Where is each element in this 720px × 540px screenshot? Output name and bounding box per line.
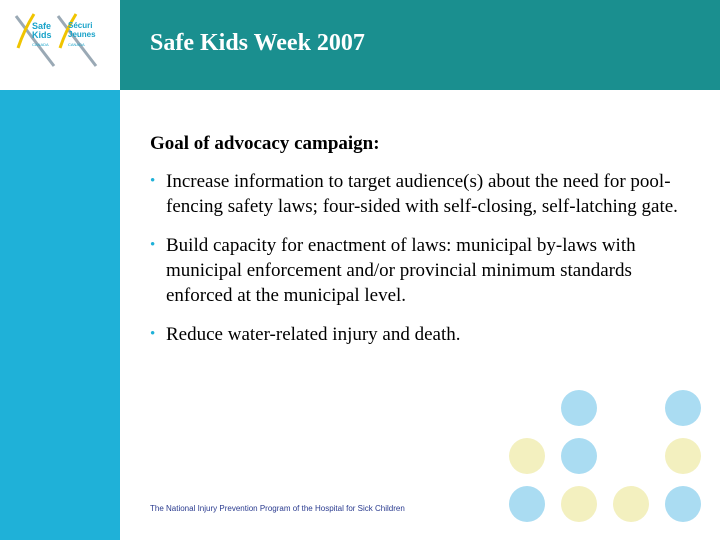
decorative-dot	[665, 486, 701, 522]
logo-text-safe: Safe	[32, 21, 52, 31]
decorative-dot	[561, 486, 597, 522]
content-heading: Goal of advocacy campaign:	[150, 133, 380, 154]
logo-text-canada-fr: CANADA	[68, 42, 85, 47]
bullet-icon: •	[150, 237, 156, 253]
logo-text-kids: Kids	[32, 30, 52, 40]
bullet-item	[150, 322, 695, 347]
logo-text-jeunes: Jeunes	[68, 30, 96, 39]
decorative-dot	[665, 390, 701, 426]
bullet-icon: •	[150, 173, 156, 189]
decorative-dot	[561, 438, 597, 474]
decorative-dot	[665, 438, 701, 474]
footer-credit: The National Injury Prevention Program of the Hospital for Sick Children	[150, 504, 405, 513]
decorative-dot	[509, 486, 545, 522]
slide-title: Safe Kids Week 2007	[150, 30, 365, 56]
bullet-text: Increase information to target audience(s) about the need for pool-fencing safety laws; four-sided with self-closing, self-latching gate.	[166, 171, 678, 217]
bullet-item	[150, 169, 695, 219]
bullet-item	[150, 233, 695, 308]
decorative-dot	[613, 486, 649, 522]
left-sidebar-bar	[0, 90, 120, 540]
bullet-text: Reduce water-related injury and death.	[166, 324, 461, 345]
logo-text-canada-en: CANADA	[32, 42, 49, 47]
logo-text-securi: Sécuri	[68, 21, 93, 30]
bullet-text: Build capacity for enactment of laws: municipal by-laws with municipal enforcement and/or provincial minimum standards enforced at the municipal level.	[166, 235, 636, 306]
title-bar	[120, 0, 720, 90]
safe-kids-logo-icon	[12, 10, 108, 70]
logo	[0, 0, 120, 90]
decorative-dot	[509, 438, 545, 474]
slide-content	[150, 133, 695, 361]
decorative-dot	[561, 390, 597, 426]
bullet-icon: •	[150, 326, 156, 342]
